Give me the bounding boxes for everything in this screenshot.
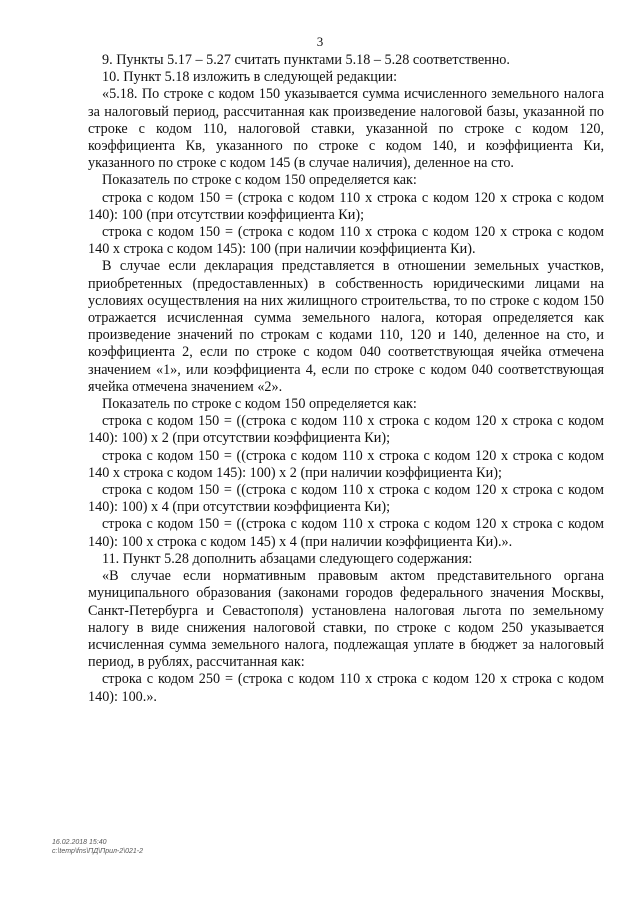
footer-timestamp: 16.02.2018 15:40 <box>52 839 107 846</box>
paragraph: 9. Пункты 5.17 – 5.27 считать пунктами 5.18 – 5.28 соответственно. <box>102 52 510 68</box>
paragraph: 11. Пункт 5.28 дополнить абзацами следующего содержания: <box>102 550 473 567</box>
paragraph: 10. Пункт 5.18 изложить в следующей редакции: <box>102 69 398 86</box>
document-body <box>88 52 604 706</box>
paragraph: Показатель по строке с кодом 150 определяется как: <box>102 396 417 413</box>
paragraph: «В случае если нормативным правовым актом представительного органа муниципального образования (законами городов федерального значения Москвы, Санкт-Петербурга и Севастополя) установлена налоговая льгота по земельному налогу в виде снижения налоговой ставки, по строке с кодом 250 указывается исчисленная сумма земельного налога, подлежащая уплате в бюджет за налоговый период, в рублях, рассчитанная как: <box>88 568 604 671</box>
page-number: 3 <box>316 34 324 49</box>
document-footer <box>52 838 143 856</box>
paragraph: «5.18. По строке с кодом 150 указывается сумма исчисленного земельного налога за налоговый период, рассчитанная как произведение налоговой базы, указанной по строке с кодом 110, налоговой ставки, указанной по строке с кодом 120, коэффициента Кв, указанного по строке с кодом 140, и коэффициента Ки, указанного по строке с кодом 145 (в случае наличия), деленное на сто. <box>88 86 604 172</box>
formula-paragraph: строка с кодом 150 = ((строка с кодом 110 х строка с кодом 120 х строка с кодом 140): 100 х строка с кодом 145) х 4 (при наличии коэффициента Ки).». <box>88 516 604 550</box>
paragraph: В случае если декларация представляется в отношении земельных участков, приобретенных (предоставленных) в собственность юридическими лицами на условиях осуществления на них жилищного строительства, то по строке с кодом 150 отражается исчисленная сумма земельного налога, которая определяется как произведение значений по строкам с кодами 110, 120 и 140, деленное на сто, и коэффициента 2, если по строке с кодом 040 соответствующая ячейка отмечена значением «1», или коэффициента 4, если по строке с кодом 040 соответствующая ячейка отмечена значением «2». <box>88 258 604 395</box>
formula-paragraph: строка с кодом 150 = ((строка с кодом 110 х строка с кодом 120 х строка с кодом 140): 100) х 2 (при отсутствии коэффициента Ки); <box>88 413 604 447</box>
formula-paragraph: строка с кодом 250 = (строка с кодом 110 х строка с кодом 120 х строка с кодом 140): 100.». <box>88 671 604 705</box>
footer-file-path: c:\temp\fns\ПД\Прил-2\021-2 <box>52 848 144 855</box>
paragraph: Показатель по строке с кодом 150 определяется как: <box>102 172 417 189</box>
formula-paragraph: строка с кодом 150 = ((строка с кодом 110 х строка с кодом 120 х строка с кодом 140 х строка с кодом 145): 100) х 2 (при наличии коэффициента Ки); <box>88 447 604 481</box>
formula-paragraph: строка с кодом 150 = (строка с кодом 110 х строка с кодом 120 х строка с кодом 140): 100 (при отсутствии коэффициента Ки); <box>88 189 604 223</box>
formula-paragraph: строка с кодом 150 = (строка с кодом 110 х строка с кодом 120 х строка с кодом 140 х строка с кодом 145): 100 (при наличии коэффициента Ки). <box>88 224 604 258</box>
formula-paragraph: строка с кодом 150 = ((строка с кодом 110 х строка с кодом 120 х строка с кодом 140): 100) х 4 (при отсутствии коэффициента Ки); <box>88 482 604 516</box>
